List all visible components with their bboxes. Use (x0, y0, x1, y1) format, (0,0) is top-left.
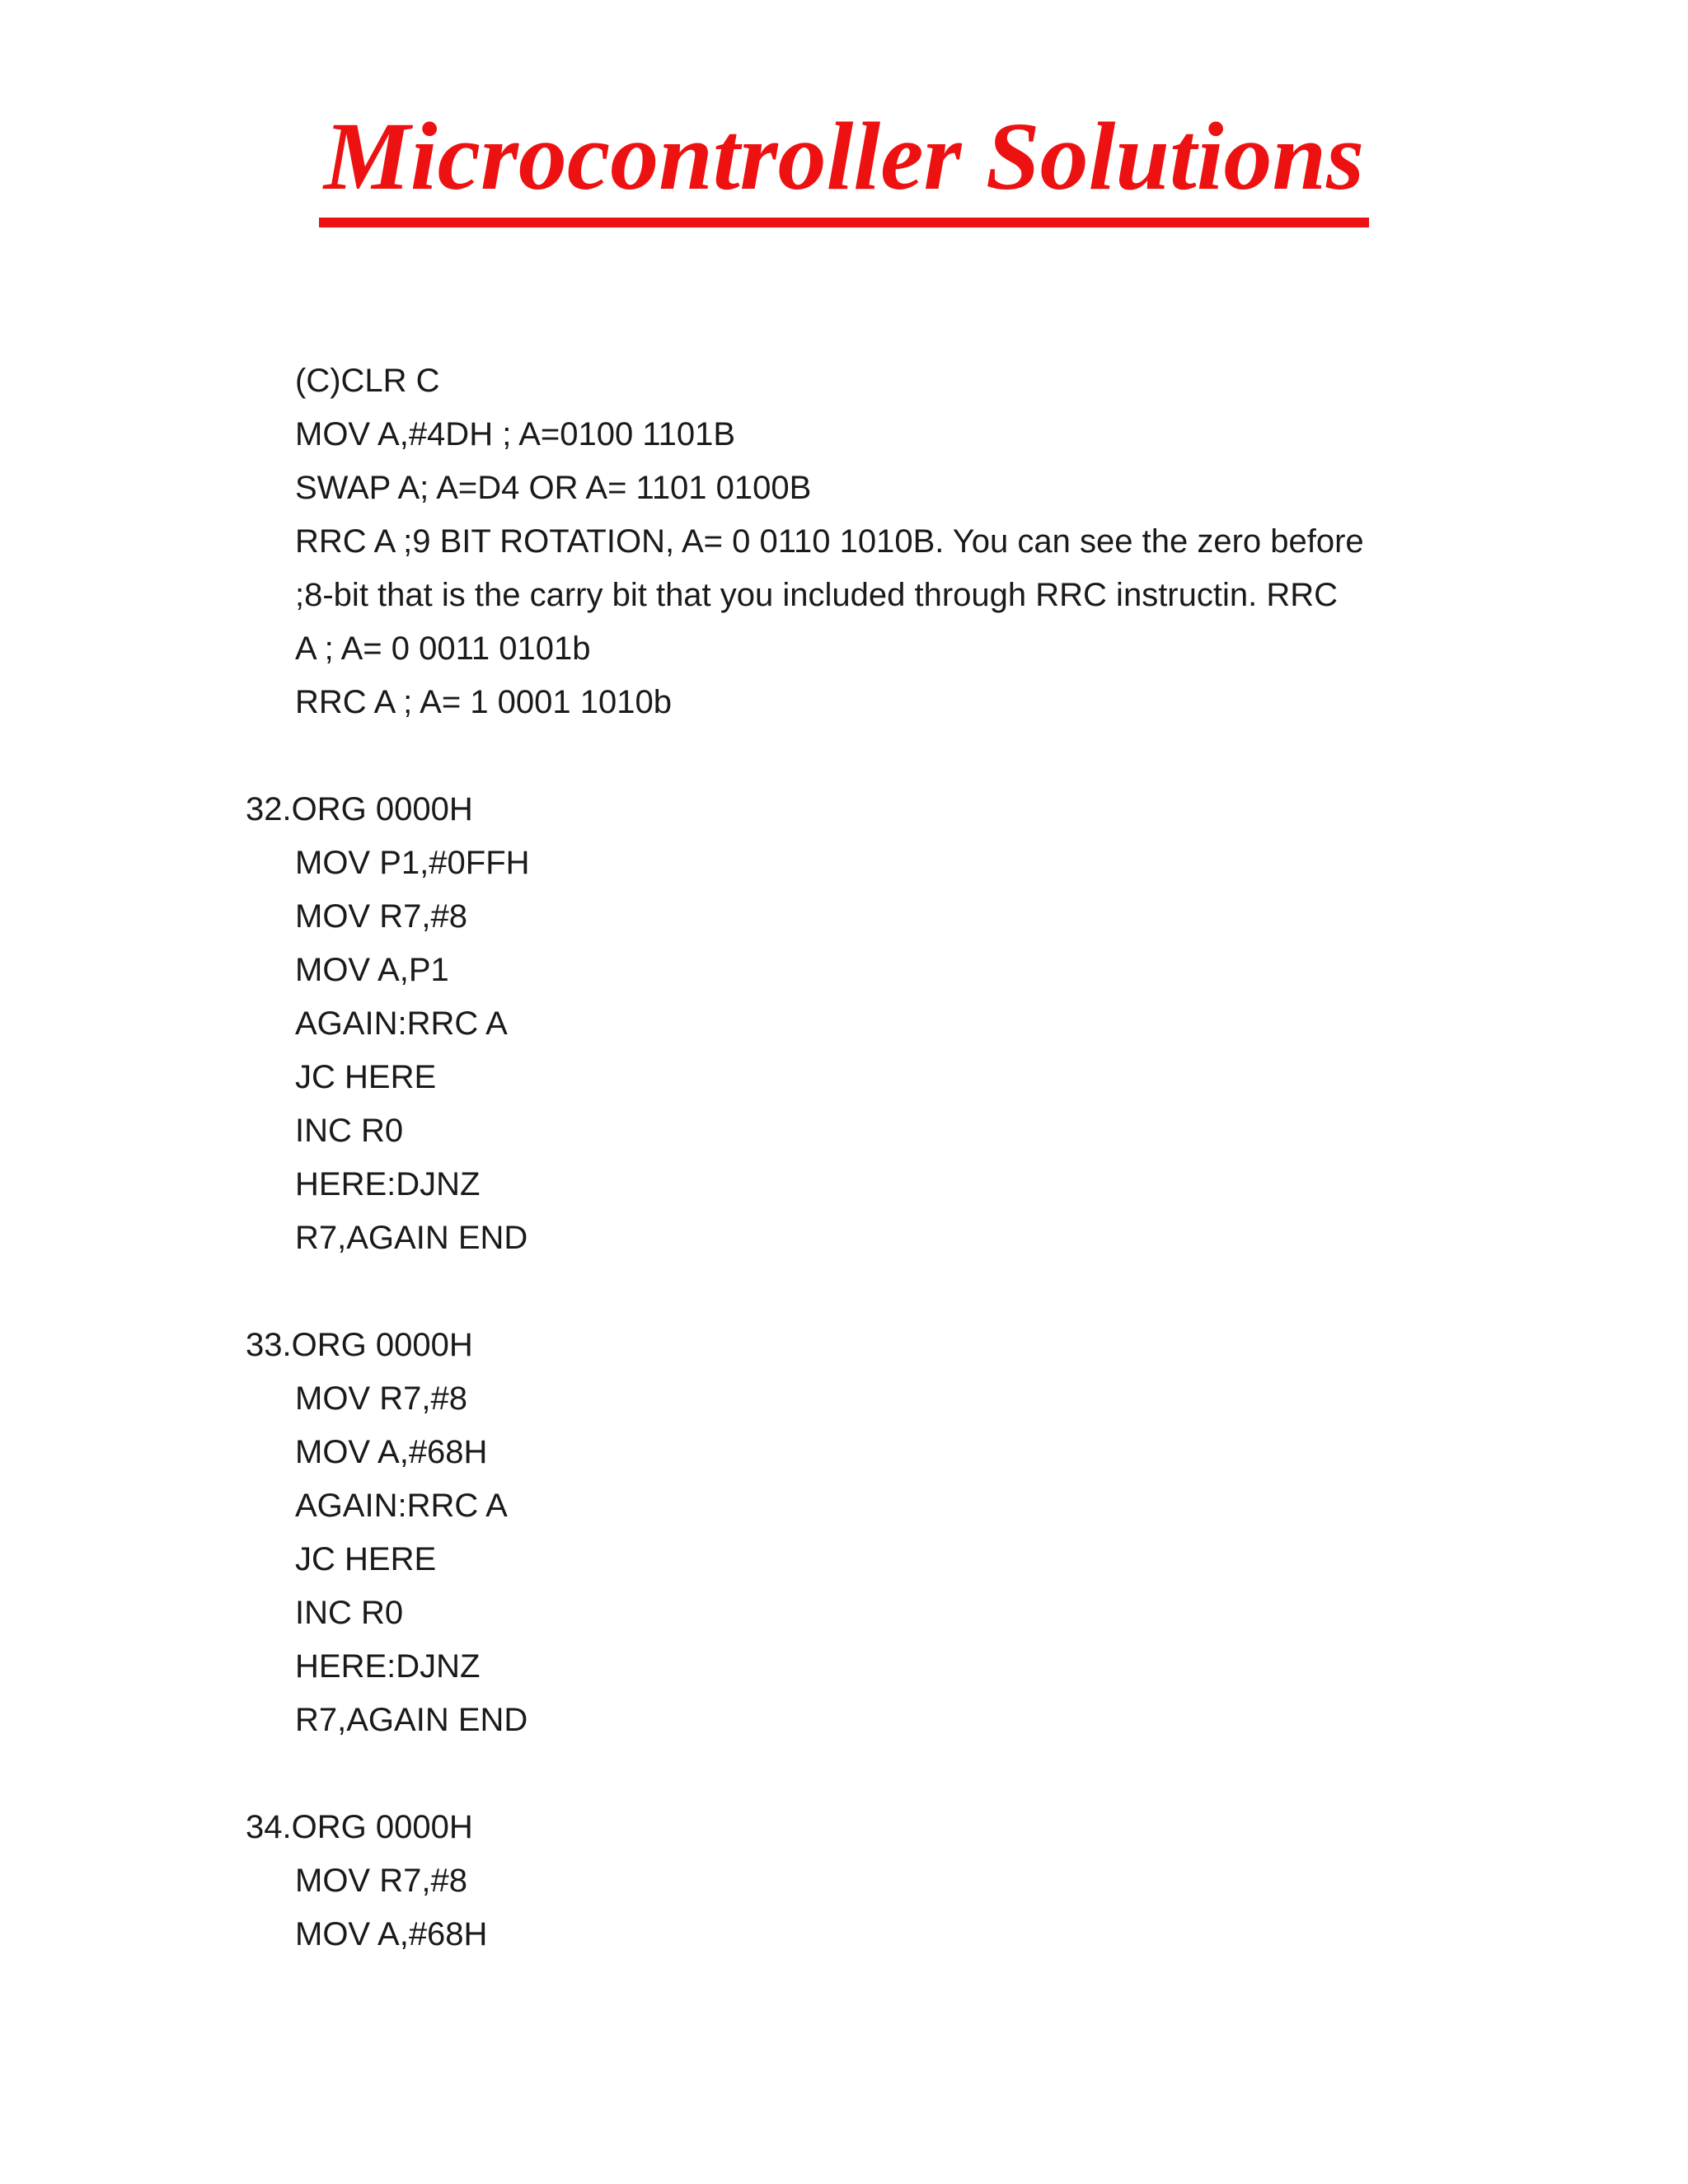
code-line: AGAIN:RRC A (295, 1005, 508, 1042)
code-line: AGAIN:RRC A (295, 1488, 508, 1524)
code-line: RRC A ; A= 1 0001 1010b (295, 684, 673, 720)
code-line: JC HERE (295, 1541, 437, 1577)
code-line: MOV R7,#8 (295, 1863, 467, 1899)
spacer (0, 1265, 1688, 1319)
code-line: MOV P1,#0FFH (295, 845, 530, 881)
code-line: MOV A,#68H (295, 1434, 488, 1470)
question-32-block (0, 783, 1688, 1265)
question-34-block (0, 1801, 1688, 1961)
code-line: (C)CLR C (295, 363, 440, 399)
code-line: MOV R7,#8 (295, 1380, 467, 1417)
code-line: R7,AGAIN END (295, 1220, 528, 1256)
code-line: MOV A,#68H (295, 1916, 488, 1952)
document-body (0, 354, 1688, 1961)
question-33-heading: 33.ORG 0000H (246, 1327, 473, 1363)
code-line: HERE:DJNZ (295, 1648, 481, 1685)
code-line: INC R0 (295, 1113, 404, 1149)
code-line: A ; A= 0 0011 0101b (295, 630, 591, 667)
code-line: ;8-bit that is the carry bit that you included through RRC instructin. RRC (295, 577, 1338, 613)
spacer (0, 1747, 1688, 1801)
code-line: R7,AGAIN END (295, 1702, 528, 1738)
spacer (0, 729, 1688, 783)
code-line: HERE:DJNZ (295, 1166, 481, 1202)
code-line: MOV R7,#8 (295, 898, 467, 935)
question-32-heading: 32.ORG 0000H (246, 791, 473, 827)
part-c-block (0, 354, 1688, 729)
question-33-block (0, 1319, 1688, 1747)
code-line: SWAP A; A=D4 OR A= 1101 0100B (295, 470, 812, 506)
page-title-text: Microcontroller Solutions (319, 99, 1369, 227)
page-title (0, 99, 1688, 227)
question-34-heading: 34.ORG 0000H (246, 1809, 473, 1845)
code-line: INC R0 (295, 1595, 404, 1631)
code-line: RRC A ;9 BIT ROTATION, A= 0 0110 1010B. You can see the zero before (295, 523, 1364, 560)
code-line: MOV A,P1 (295, 952, 449, 988)
code-line: JC HERE (295, 1059, 437, 1095)
code-line: MOV A,#4DH ; A=0100 1101B (295, 416, 736, 452)
